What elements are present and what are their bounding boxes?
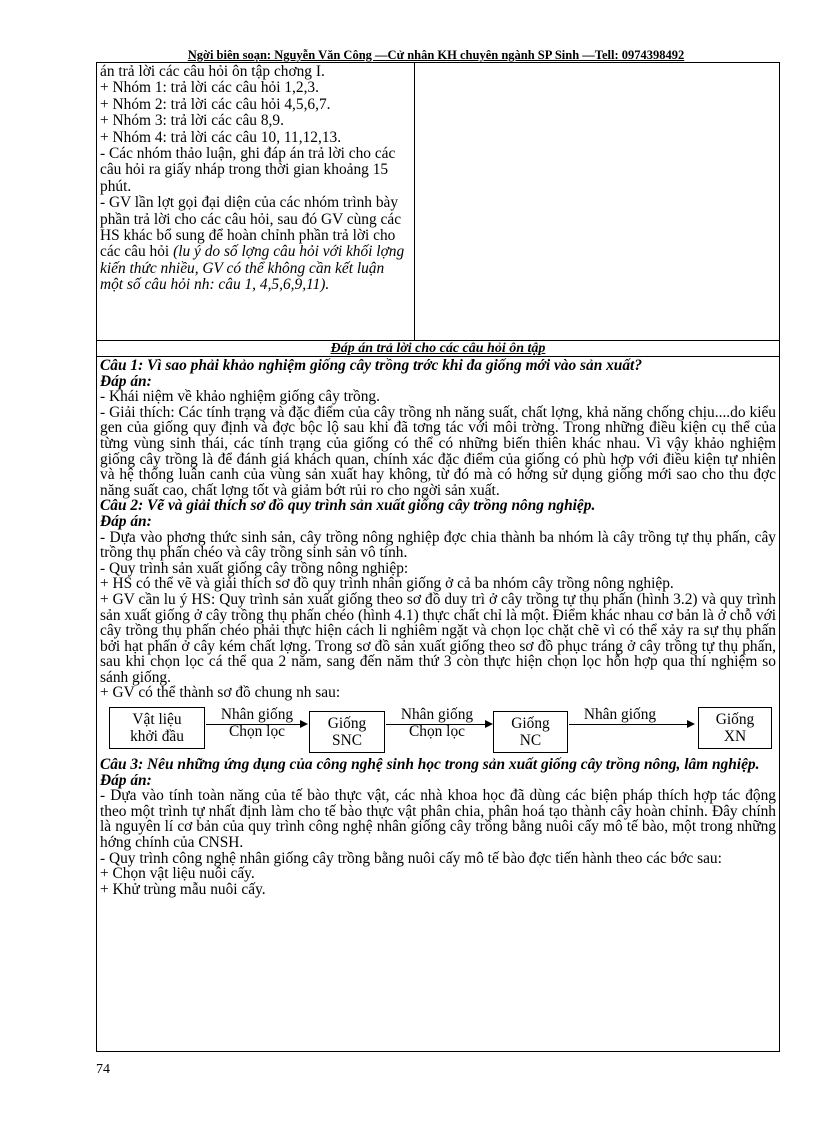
activity-line: + Nhóm 3: trả lời các câu 8,9. (100, 112, 284, 130)
diagram-arrow-label: Nhân giống Chọn lọc (220, 706, 294, 741)
answers-cell (97, 357, 779, 897)
answers-title: Đáp án trả lời cho các câu hỏi ôn tập (97, 341, 779, 357)
answer-line: - Dựa vào phơng thức sinh sản, cây trồng nông nghiệp đợc chia thành ba nhóm là cây trồng tự thụ phấn, cây trồng thụ phấn chéo và cây trồng sinh sản vô tính. (100, 528, 776, 562)
activity-cell (97, 63, 415, 340)
answer-label: Đáp án: (100, 512, 152, 530)
diagram-arrow-label: Nhân giống Chọn lọc (400, 706, 474, 741)
seed-production-diagram (100, 703, 776, 755)
activity-text: - GV lần lợt gọi đại diện của các nhóm trình bày phần trả lời cho các câu hỏi, sau đó GV cùng các HS khác bổ sung để hoàn chỉnh phần trả lời cho các câu hỏi (100, 194, 402, 261)
diagram-box-nc: Giống NC (493, 711, 568, 753)
question-2: Câu 2: Vẽ và giải thích sơ đồ quy trình sản xuất giống cây trồng nông nghiệp. (100, 497, 596, 515)
diagram-arrow-line (206, 724, 302, 725)
diagram-box-xn: Giống XN (698, 707, 772, 749)
page-header: Ngời biên soạn: Nguyễn Văn Công —Cử nhân KH chuyên ngành SP Sinh —Tell: 0974398492 (187, 48, 685, 62)
answer-line: + Khử trùng mẫu nuôi cấy. (100, 880, 266, 898)
activity-line: + Nhóm 1: trả lời các câu hỏi 1,2,3. (100, 79, 319, 97)
arrowhead-icon (300, 720, 308, 728)
answer-line: + GV có thể thành sơ đồ chung nh sau: (100, 684, 341, 702)
lesson-table (96, 62, 780, 1052)
answer-line: - Quy trình công nghệ nhân giống cây trồng bằng nuôi cấy mô tế bào đợc tiến hành theo các bớc sau: (100, 849, 722, 867)
answer-line: + Chọn vật liệu nuôi cấy. (100, 865, 255, 883)
answer-line: + HS có thể vẽ và giải thích sơ đồ quy trình nhân giống ở cả ba nhóm cây trồng nông nghiệp. (100, 575, 674, 593)
answer-line: - Giải thích: Các tính trạng và đặc điểm của cây trồng nh năng suất, chất lợng, khả năng chống chịu....do kiểu gen của giống quy định và đợc bộc lộ sau khi đã tơng tác với môi trờng. Trong những điều kiện cụ thể của từng vùng sinh thái, các tính trạng của giống có thể có những biến thiên khác nhau. Vì vậy khảo nghiệm giống cây trồng là để đánh giá khách quan, chính xác đặc điểm của giống có phù hợp với điều kiện tự nhiên và hệ thống luân canh của vùng sản xuất hay không, từ đó mà có hớng sử dụng giống mới sao cho thu đợc năng suất cao, chất lợng tốt và giảm bớt rủi ro cho ngời sản xuất. (100, 403, 776, 499)
diagram-arrow-line (569, 724, 689, 725)
activity-line (100, 195, 411, 293)
activity-line: + Nhóm 4: trả lời các câu 10, 11,12,13. (100, 128, 342, 146)
question-1: Câu 1: Vì sao phải khảo nghiệm giống cây trồng trớc khi đa giống mới vào sản xuất? (100, 357, 643, 374)
diagram-arrow-label: Nhân giống (583, 706, 657, 724)
activity-line: - Các nhóm thảo luận, ghi đáp án trả lời cho các câu hỏi ra giấy nháp trong thời gian khoảng 15 phút. (100, 145, 396, 195)
answer-line: - Quy trình sản xuất giống cây trồng nông nghiệp: (100, 559, 409, 577)
diagram-box-snc: Giống SNC (309, 711, 385, 753)
answer-label: Đáp án: (100, 372, 152, 390)
arrowhead-icon (485, 720, 493, 728)
activity-line: + Nhóm 2: trả lời các câu hỏi 4,5,6,7. (100, 95, 331, 113)
empty-cell (415, 63, 779, 340)
activity-note: (lu ý do số lợng câu hỏi với khối lợng kiến thức nhiều, GV có thể không cần kết luận một số câu hỏi nh: câu 1, 4,5,6,9,11). (100, 243, 405, 294)
question-3: Câu 3: Nêu những ứng dụng của công nghệ sinh học trong sản xuất giống cây trồng nông, lâm nghiệp. (100, 756, 760, 774)
answer-label: Đáp án: (100, 771, 152, 789)
answer-line: - Dựa vào tính toàn năng của tế bào thực vật, các nhà khoa học đã dùng các biện pháp thích hợp tác động theo một trình tự nhất định làm cho tế bào thực vật phân chia, phân hoá tạo thành cây hoàn chỉnh. Đây chính là nguyên lí cơ bản của quy trình công nghệ nhân giống cây trồng bằng nuôi cấy mô tế bào, một trong những hớng chính của CNSH. (100, 787, 776, 852)
activity-line: án trả lời các câu hỏi ôn tập chơng I. (100, 63, 325, 80)
diagram-box-initial-material: Vật liệu khởi đầu (109, 707, 205, 749)
answer-line: - Khái niệm về khảo nghiệm giống cây trồng. (100, 388, 380, 406)
activity-row (97, 63, 779, 341)
arrowhead-icon (687, 720, 695, 728)
diagram-arrow-line (386, 724, 487, 725)
answer-line: + GV cần lu ý HS: Quy trình sản xuất giống theo sơ đồ duy trì ở cây trồng tự thụ phấn (hình 3.2) và quy trình sản xuất giống ở cây trồng thụ phấn chéo (hình 4.1) thực chất chỉ là một. Điểm khác nhau cơ bản là ở chỗ với cây trồng thụ phấn chéo phải thực hiện cách li nghiêm ngặt và chọn lọc chặt chẽ vì có thể xảy ra sự thụ phấn bởi hạt phấn ở cây kém chất lợng. Trong sơ đồ sản xuất giống theo sơ đồ phục tráng ở cây trồng tự thụ phấn, sau khi chọn lọc cá thể qua 2 năm, sang đến năm thứ 3 còn thực hiện chọn lọc hỗn hợp qua thí nghiệm so sánh giống. (100, 590, 776, 686)
page-number: 74 (96, 1062, 110, 1077)
